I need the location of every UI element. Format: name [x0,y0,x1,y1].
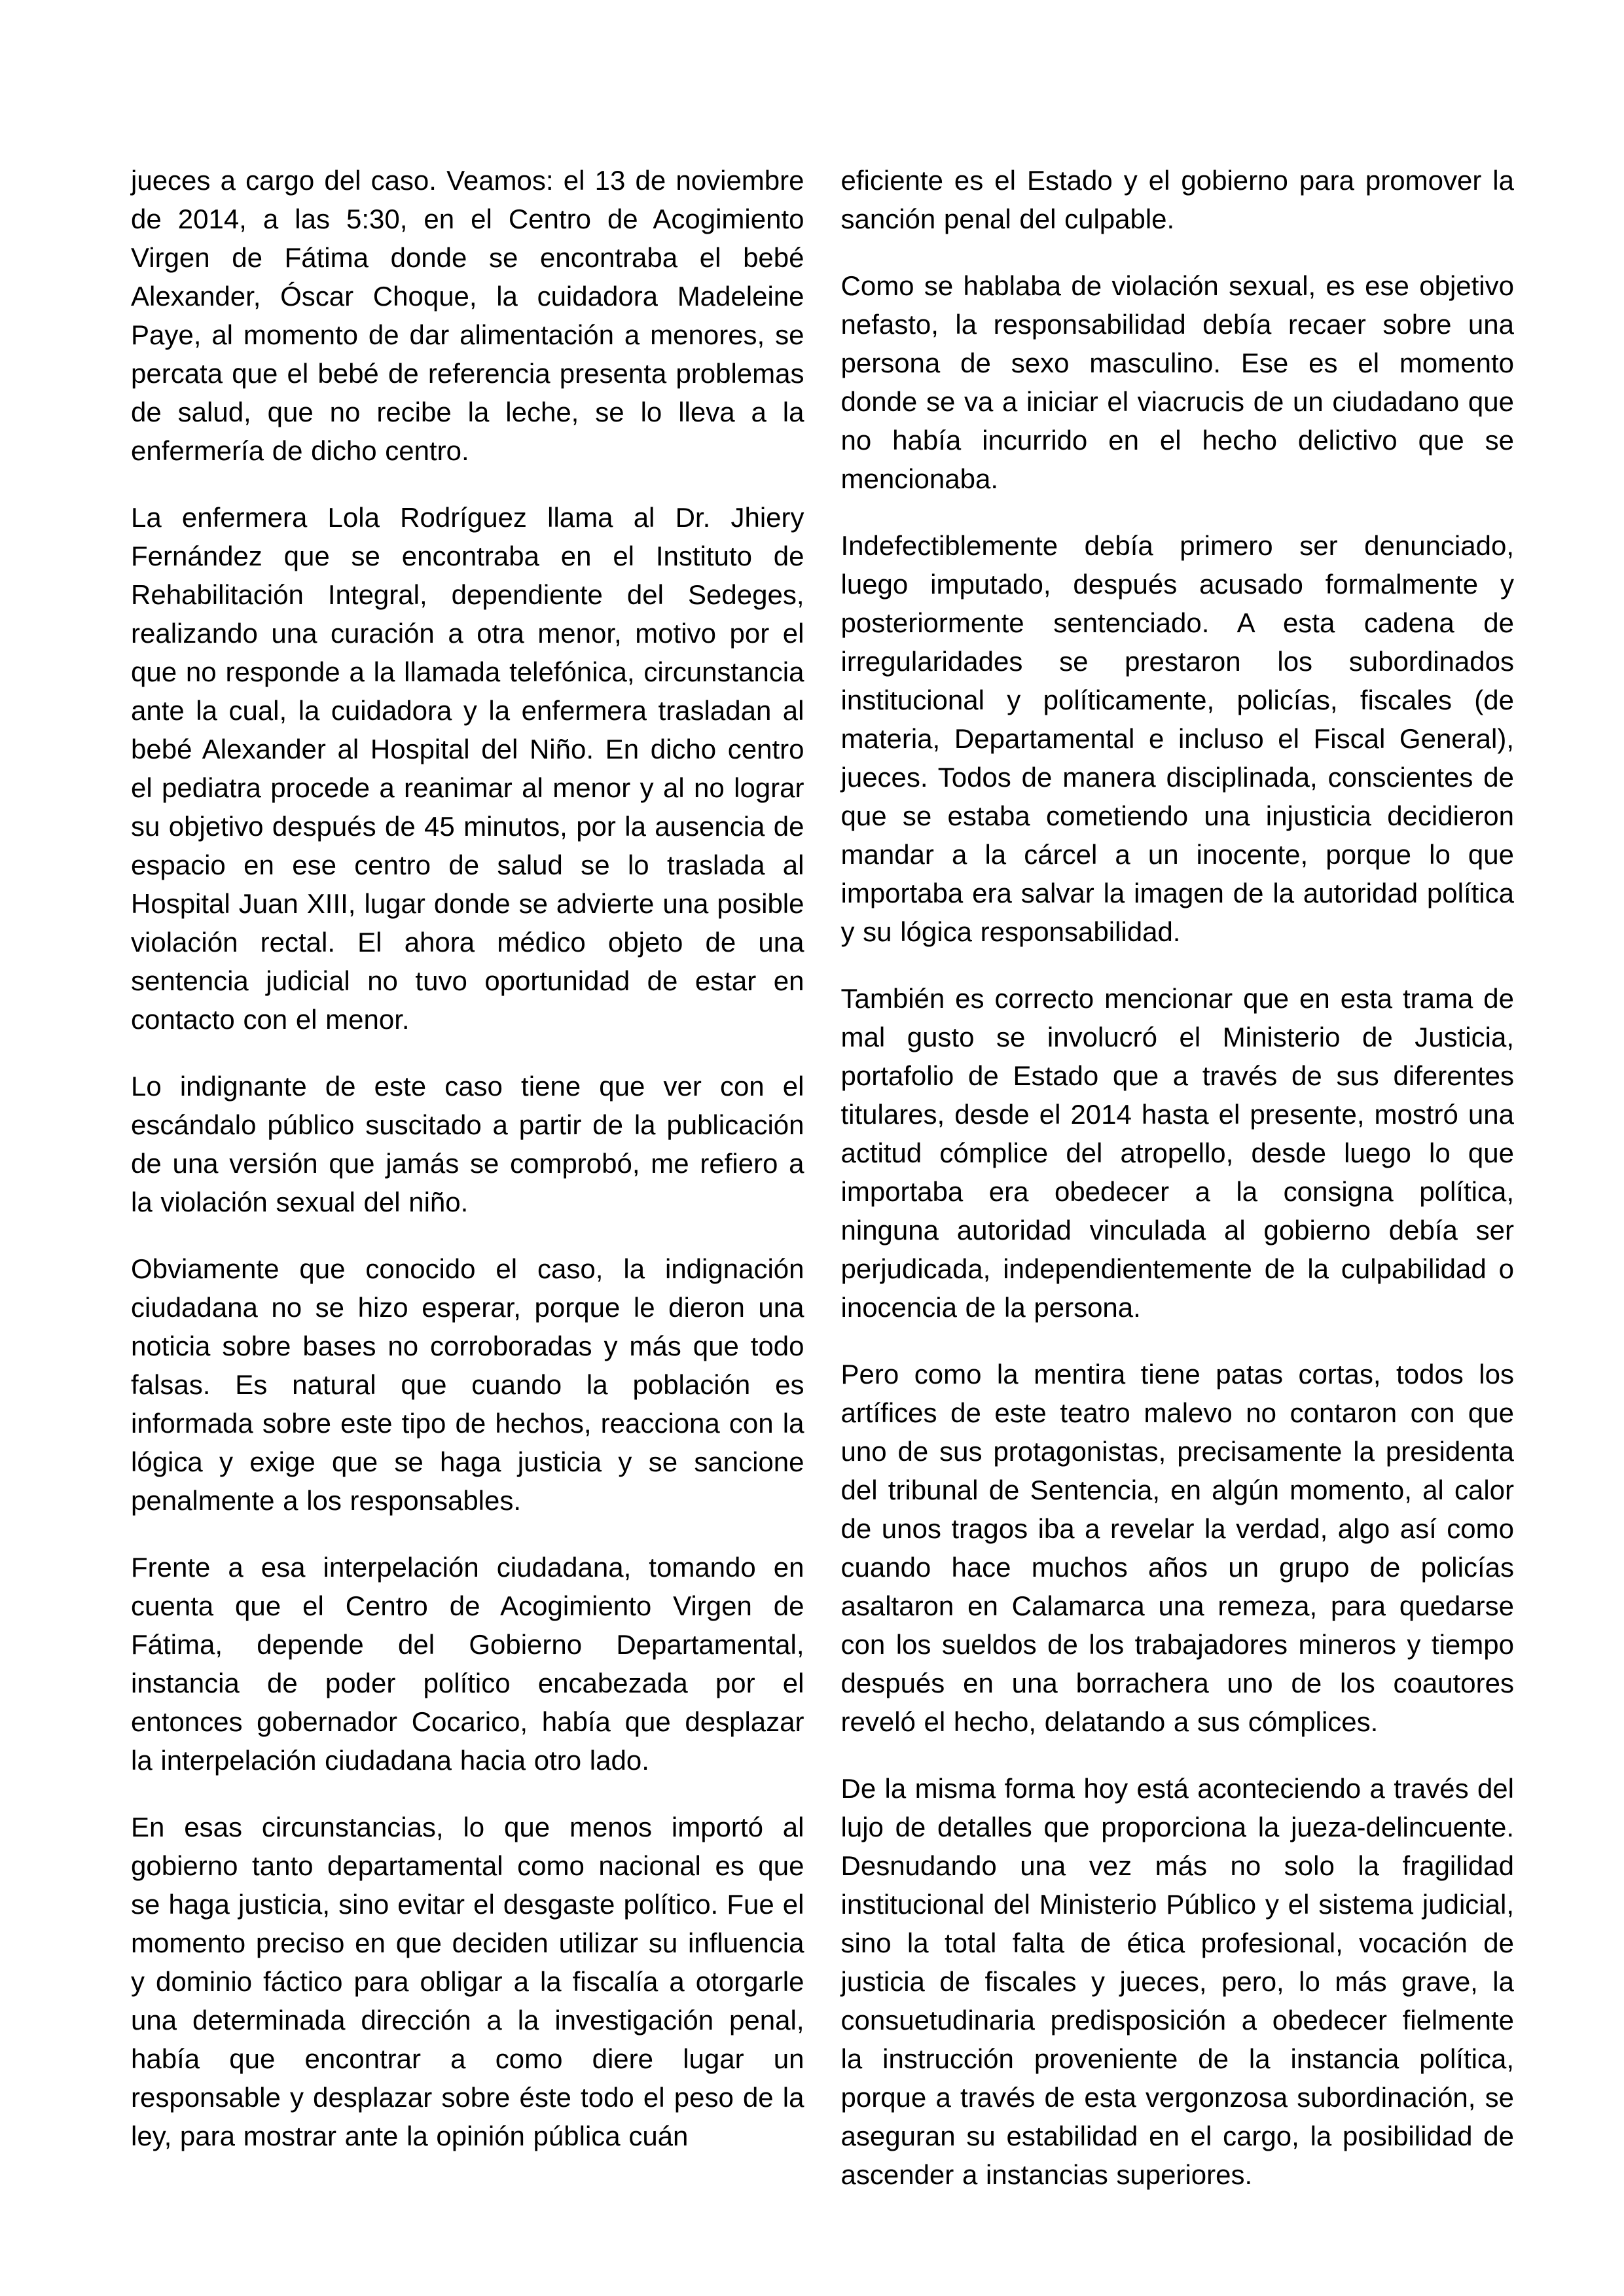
text-column-right [841,161,1515,2194]
paragraph: Indefectiblemente debía primero ser denunciado, luego imputado, después acusado formalmente y posteriormente sentenciado. A esta cadena de irregularidades se prestaron los subordinados institucional y políticamente, policías, fiscales (de materia, Departamental e incluso el Fiscal General), jueces. Todos de manera disciplinada, conscientes de que se estaba cometiendo una injusticia decidieron mandar a la cárcel a un inocente, porque lo que importaba era salvar la imagen de la autoridad política y su lógica responsabilidad. [840,530,1514,947]
paragraph: En esas circunstancias, lo que menos importó al gobierno tanto departamental como nacional es que se haga justicia, sino evitar el desgaste político. Fue el momento preciso en que deciden utilizar su influencia y dominio fáctico para obligar a la fiscalía a otorgarle una determinada dirección a la investigación penal, había que encontrar a como diere lugar un responsable y desplazar sobre éste todo el peso de la ley, para mostrar ante la opinión pública cuán [131,1812,804,2151]
paragraph: Lo indignante de este caso tiene que ver con el escándalo público suscitado a partir de la publicación de una versión que jamás se comprobó, me refiero a la violación sexual del niño. [131,1071,804,1217]
paragraph: De la misma forma hoy está aconteciendo a través del lujo de detalles que proporciona la jueza-delincuente. Desnudando una vez más no solo la fragilidad institucional del Ministerio Público y el sistema judicial, sino la total falta de ética profesional, vocación de justicia de fiscales y jueces, pero, lo más grave, la consuetudinaria predisposición a obedecer fielmente la instrucción proveniente de la instancia política, porque a través de esta vergonzosa subordinación, se aseguran su estabilidad en el cargo, la posibilidad de ascender a instancias superiores. [840,1773,1514,2190]
paragraph: Obviamente que conocido el caso, la indignación ciudadana no se hizo esperar, porque le dieron una noticia sobre bases no corroboradas y más que todo falsas. Es natural que cuando la población es informada sobre este tipo de hechos, reacciona con la lógica y exige que se haga justicia y se sancione penalmente a los responsables. [131,1253,804,1516]
paragraph: Como se hablaba de violación sexual, es ese objetivo nefasto, la responsabilidad debía recaer sobre una persona de sexo masculino. Ese es el momento donde se va a iniciar el viacrucis de un ciudadano que no había incurrido en el hecho delictivo que se mencionaba. [840,270,1514,494]
paragraph: Pero como la mentira tiene patas cortas, todos los artífices de este teatro malevo no contaron con que uno de sus protagonistas, precisamente la presidenta del tribunal de Sentencia, en algún momento, al calor de unos tragos iba a revelar la verdad, algo así como cuando hace muchos años un grupo de policías asaltaron en Calamarca una remeza, para quedarse con los sueldos de los trabajadores mineros y tiempo después en una borrachera uno de los coautores reveló el hecho, delatando a sus cómplices. [840,1359,1514,1737]
paragraph: Frente a esa interpelación ciudadana, tomando en cuenta que el Centro de Acogimiento Virgen de Fátima, depende del Gobierno Departamental, instancia de poder político encabezada por el entonces gobernador Cocarico, había que desplazar la interpelación ciudadana hacia otro lado. [131,1552,804,1776]
text-column-left [131,161,804,2155]
paragraph: jueces a cargo del caso. Veamos: el 13 de noviembre de 2014, a las 5:30, en el Centro de Acogimiento Virgen de Fátima donde se encontraba el bebé Alexander, Óscar Choque, la cuidadora Madeleine Paye, al momento de dar alimentación a menores, se percata que el bebé de referencia presenta problemas de salud, que no recibe la leche, se lo lleva a la enfermería de dicho centro. [131,165,804,466]
paragraph: La enfermera Lola Rodríguez llama al Dr. Jhiery Fernández que se encontraba en el Instituto de Rehabilitación Integral, dependiente del Sedeges, realizando una curación a otra menor, motivo por el que no responde a la llamada telefónica, circunstancia ante la cual, la cuidadora y la enfermera trasladan al bebé Alexander al Hospital del Niño. En dicho centro el pediatra procede a reanimar al menor y al no lograr su objetivo después de 45 minutos, por la ausencia de espacio en ese centro de salud se lo traslada al Hospital Juan XIII, lugar donde se advierte una posible violación rectal. El ahora médico objeto de una sentencia judicial no tuvo oportunidad de estar en contacto con el menor. [131,502,804,1035]
paragraph: También es correcto mencionar que en esta trama de mal gusto se involucró el Ministerio de Justicia, portafolio de Estado que a través de sus diferentes titulares, desde el 2014 hasta el presente, mostró una actitud cómplice del atropello, desde luego lo que importaba era obedecer a la consigna política, ninguna autoridad vinculada al gobierno debía ser perjudicada, independientemente de la culpabilidad o inocencia de la persona. [840,983,1514,1323]
paragraph: eficiente es el Estado y el gobierno para promover la sanción penal del culpable. [840,165,1514,234]
text-columns [131,161,1514,2194]
